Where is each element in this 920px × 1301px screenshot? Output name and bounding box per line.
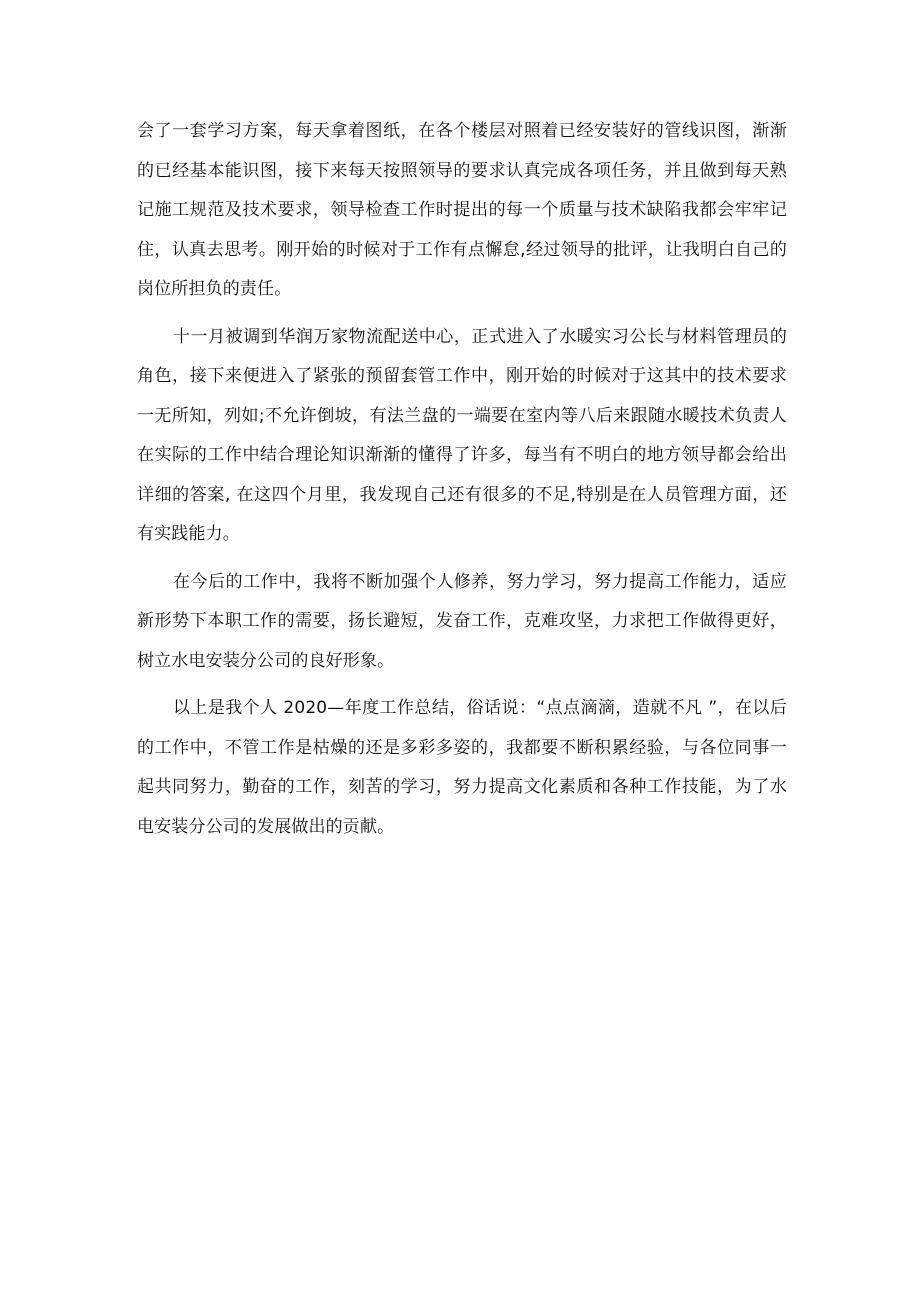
document-body (137, 112, 787, 847)
paragraph-continuation: 会了一套学习方案，每天拿着图纸，在各个楼层对照着已经安装好的管线识图，渐渐的已经基本能识图，接下来每天按照领导的要求认真完成各项任务，并且做到每天熟记施工规范及技术要求，领导检查工作时提出的每一个质量与技术缺陷我都会牢牢记住，认真去思考。刚开始的时候对于工作有点懈怠,经过领导的批评，让我明白自己的岗位所担负的责任。 (137, 121, 787, 299)
paragraph-november-transfer: 十一月被调到华润万家物流配送中心，正式进入了水暖实习公长与材料管理员的角色，接下来便进入了紧张的预留套管工作中，刚开始的时候对于这其中的技术要求一无所知，列如;不允许倒坡，有法兰盘的一端要在室内等八后来跟随水暖技术负责人在实际的工作中结合理论知识渐渐的懂得了许多，每当有不明白的地方领导都会给出详细的答案, 在这四个月里，我发现自己还有很多的不足,特别是在人员管理方面，还有实践能力。 (137, 326, 787, 544)
paragraph-future-work: 在今后的工作中，我将不断加强个人修养，努力学习，努力提高工作能力，适应新形势下本职工作的需要，扬长避短，发奋工作，克难攻坚，力求把工作做得更好，树立水电安装分公司的良好形象。 (137, 571, 787, 671)
paragraph-summary-conclusion: 以上是我个人 2020—年度工作总结，俗话说：“点点滴滴，造就不凡 ”，在以后的工作中，不管工作是枯燥的还是多彩多姿的，我都要不断积累经验，与各位同事一起共同努力，勤奋的工作，刻苦的学习，努力提高文化素质和各种工作技能，为了水电安装分公司的发展做出的贡献。 (137, 698, 787, 837)
